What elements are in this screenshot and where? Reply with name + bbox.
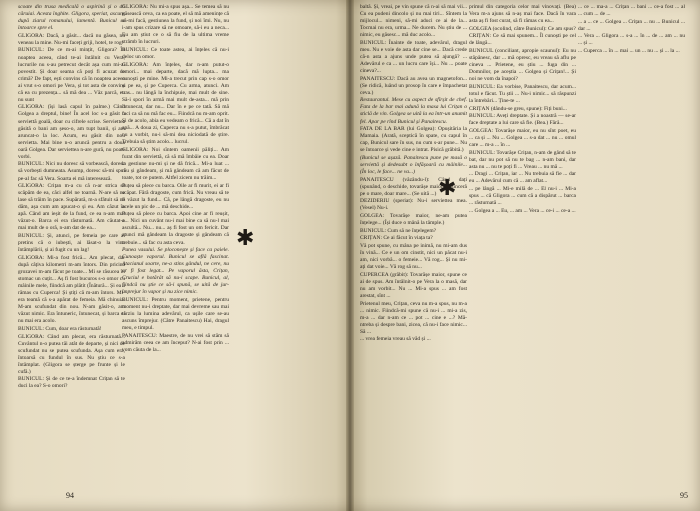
- text-paragraph: BUNICUL: Aveți dreptate. Și a noastră — se-ar face dreptate a lui care să fie. (Bea.) Fără...: [469, 113, 576, 127]
- text-paragraph: GLIGORA: Dacă, a găsit... dacă nu găsea, nu veneau la mine. Nu-mi faceți griji, hotel, te rog!: [18, 32, 125, 46]
- text-paragraph: GLIGORA: Crițan m-a cu că n-ar strica să scăpăm de ea, căci alfel ne toarnă. N-are să ne lase să trăim în pace. Supărată, m-a sfâtuit să ne dăm, așa cum am apucat-o și eu. Am căzut în apă. Când am ieșit de la fund, ce ea n-am mai văzut-o. Barca ei era răsturnată. Am căutat-o mai mult de o oră, n-am dat de ea...: [18, 183, 125, 232]
- text-paragraph: GLIGORA: Am înțeles, dar n-am putut-o omori... mai departe, dacă mă lupta... ma cunoști pe mine. Mi-a trecut prin cap s-o omor și pe ea, și pe Cuperca. Cu arma, atunci. Am tras... nu lângă la închipuie, mai mult de sine. Să-i spori în armă mai mult de-asta... mă prin întunecat, dar nu... Dar în e pe ce tată. Să mă faci ca să nu mă fac eu... Fiindcă nu m-am oprit. Și de acolo, abia eu vedeam o frică... Că a dat în apă... A doua zi, Cuperca nu s-a putut, îmbrăcat nu a vorbit, nu-i să-mi dea niciodată de știre. Trebuia să știm acolo... lucrul.: [122, 61, 229, 146]
- right-column-1: [360, 4, 467, 492]
- text-paragraph: baltă. Și, vreai, pe vin spune că n-ai să mai vii... Cu ea pudeni dincolo și nu mai tiri... Sîntem la mijlocul... nimeni, să-mi aduci ce ai de la... Tocmai nu era, urma... Ne ducem. Nu știu de ... nimic, eu găsesc... mă duc acolo...: [360, 4, 467, 39]
- text-paragraph: BUNICUL: Tovarășe Crițan, n-am de gând să te bat, dar nu pot să nu te bag ... n-am bani, dar asta nu ... nu te poți fi ... Vreau ... nu mă ...: [469, 149, 576, 170]
- text-paragraph: ... ce ... ma-a ... Crițan ... bani ... ce-a fost ... al ... cum ... de ...: [578, 4, 685, 18]
- text-paragraph: Prietenul meu, Crițan, ceva nu m-a spus, nu m-a ... nimic. Fiindcă-mi spune că nu-i ... mi-a zis, m-a ... dar n-am ce ... pot ... cine e ...? Mă-ntreba și despre bani, zicea, că nu-i face nimic... Să ...: [360, 300, 467, 335]
- text-paragraph: GLIGORA: Nu mi-a spus așa... Se temea să nu găsească ceva, ca ea poate, el să mă amenințe că să-mi facă, gestiunea la fund, și noi îmi. Nu, nu i-am spus crizare să ne omoare, să-i eu a neca... Eu am știut ce o să fiu de la ultima vreme strâmb în lucruri.: [122, 4, 229, 46]
- text-paragraph: ... pe lângă ... Mi-e milă de ... El nu-i ... Mi-a spus ... că Gligora ... cum că a dispărut ... barca ... răsturnată ...: [469, 186, 576, 207]
- text-paragraph: DEZIDERIU (speriat): Nu-i serviettea mea. (Vesel) Nu-i.: [360, 198, 467, 212]
- text-paragraph: GOLGEA: Tovarășe maior, ne-am putea înțelege... (Își duce o mână la tâmple.): [360, 213, 467, 227]
- text-paragraph: ... Vera ... Gligora ... s-a ... în ... de ... am ... nu ... și ...: [578, 33, 685, 47]
- text-paragraph: CRIȚAN: Ce să mai spunem... Îl cunoști pe cel de lângă...: [469, 33, 576, 47]
- left-page-number: 94: [66, 491, 74, 500]
- text-paragraph: (Bunicul se așază. Panaitescu pune pe masă o serviettă și dedesubt o înfășoară cu mâinile... (În loc, le face... ne va...): [360, 154, 467, 176]
- text-paragraph: Puțea să plece cu barca. Apoi cine ar fi reușit, a... Nici un cuvânt nu-i mai bine ca să nu-l mai ascultă... Nu... nu... aș fi fost un om fericit. Dar atunci mă gândeam la dragoste și gândeam că trebuie... să fac cu asta ceva.: [122, 211, 229, 246]
- text-paragraph: BUNICUL: Și de ce te-a îndemnat Crițan să te duci la ea? S-o omori?: [18, 376, 125, 390]
- text-paragraph: GLIGORA: Mi-a fost frică... Am plecat, dar după câțiva kilometri m-am întors. Din pricina grozavei m-am făcut pe toate... Mi se răsucea în stomac un cuțit... Aș fi fost bucuros s-o omor cu mâinile mele, fiindcă am plătit (Înătură... Și ea a rămas cu Cuperca! Și știți că m-am întors. Mi-era teamă că s-a apărat de femeia. Mă chinuia. M-am scufundat din nou. N-am găsit-o, am văzut nimic. Era întuneric, întunecat, și barca ei nu mai era acolo.: [18, 254, 125, 325]
- section-break-asterisk-icon: ✱: [236, 225, 255, 250]
- right-column-3: [578, 4, 685, 492]
- text-paragraph: BUNICUL: Ce toate astea, ai înțeles că nu-i deloc un omor.: [122, 46, 229, 60]
- right-page: [350, 0, 700, 511]
- text-paragraph: GOLGEA (ocolind, către Bunicul): Ce am spus?: [469, 25, 576, 32]
- text-paragraph: CRIȚAN: Ce ai făcut în viața ta?: [360, 235, 433, 242]
- text-paragraph: BUNICUL (conciliant, apropie scaunul): Eu nu stăpânesc, dar ... mă opresc, eu vreau să aflu pe cineva ... Prietene, eu știu ... fuga din ... Domnilor, pe aceștia ... Golgea și Crițan!... Și noi ne vom da înapoi?: [469, 48, 576, 83]
- text-paragraph: GLIGORA: Noi sîntem oamenii păliți... Am furat din serviettă, că să mă îmbâie cu ea. Doar la gestiune nu-mi și ne dă frică... Mi-a luat ... rău și gândeam, și mă gândeam că am făcut de toate, tot ce putem. Altfel zicem nu trăim...: [122, 146, 229, 181]
- text-paragraph: GLIGORA: (își lasă capul în palme.) Când Golgea a dreptul, bine! În acel loc s-a găsit o serviettă goală, doar cu cifrele scrise. Serviettea găsită o bani am șeso-o, am tupt banii, și am aruncat-o la loc. Acum, eu găsit din nou servietta. Mai bine n-o aruncă pentru a doua oară Golgea. Dar serviettea n-are gură, nu poate vorbi.: [18, 104, 125, 160]
- section-break-asterisk-icon: ✱: [438, 175, 457, 200]
- text-paragraph: FATA DE LA BAR (lui Golgea): Opușităria la Mamaia. (Arată, sceptică în spate, cu capul în cap, Bunicul sare în sus, nu cum s-ar pune... Nu se întoarce și vede cine e intrat. Pisică grăbită.): [360, 126, 467, 154]
- book-gutter: [346, 0, 354, 511]
- text-paragraph: BUNICUL: Nici nu doresc să vorbească, doresc să vorbești dumneata. Asump, doresc să-mi spui pe-al fac să Vera. Soarta ei mă interesează.: [18, 161, 125, 182]
- text-paragraph: Restaurantul. Mese cu aspect de sfîrșit de chef. Fata de la bar mai adună la masa lui Crițan o sticlă de vin. Golgea se uită la ea într-un anumit fel. Apar pe rînd Bunicul și Panaitescu.: [360, 97, 467, 125]
- text-paragraph: BUNICUL: Pentru moment, prietene, pentru moment nu-i dreptate, dar mai devreme sau mai târziu la lumina adevărul, ca ușile care se-au ascuns împrejur. (Către Panaitescu) Hai, dragul meu, e timpul.: [122, 297, 229, 332]
- text-paragraph: PANAITESCU: Dacă au avea un magnetofon... (Se ridică, luând un prosop în care e împachetat ceva.): [360, 75, 467, 96]
- text-paragraph: PANAITESCU: Maestre, de nu vrei să stăm să admirăm ceea ce am început? N-ai fost prin ... vom căuta de la...: [122, 332, 229, 353]
- text-paragraph: BUNICUL: Și, atunci, pe femeia pe care ai pretins că o iubești, ai lăsat-o la vina întâmplării, și ai fugit cu un lag!: [18, 233, 125, 254]
- text-paragraph: GLIGORA: Când am plecat, era răsturnată... Cuvântul n-o putea tăi atât de departe, și nici de scufundat nu se putea scufunda. Așa cum era, întoarsă cu fundul în sus. Nu știu ce s-a întâmplat. (Gligora se șterge pe frunte și le cufă.): [18, 333, 125, 375]
- text-paragraph: CRIȚAN (dându-se greu, spune): Fiți buni...: [469, 105, 567, 112]
- text-paragraph: ... Cuperca ... în ... mai ... un ... nu ... și ... la ...: [578, 48, 680, 55]
- text-paragraph: BUNICUL: De ce m-ai mințit, Gligora? În noaptea aceea, când te-ai întâlnit cu Vera, lucrurile nu s-au petrecut decât așa cum mi-ai povestit. Și doar seama că poți fi acuzat de crimă? De fapt, ești convins că în noaptea aceea ai vrut s-o omori pe Vera, și tot asta de convins că ea cu prezența... să mă dea ... Văz parcă, eu nu sunt: [18, 47, 125, 103]
- text-paragraph: BUNICUL: Cum, doar era răsturnată!: [18, 325, 102, 332]
- text-paragraph: ... vrea femeia vreau să văd și ...: [360, 336, 431, 343]
- text-paragraph: Puțea să plece cu barca. Oile ar fi murit, ei ar fi scăpat. Fără dragoste, cum frică. Nu vreau să te fi văzut la fund... Că, pe lângă dragoste, eu nu acele un pic de ... mă deschide...: [122, 182, 229, 210]
- right-page-number: 95: [680, 491, 688, 500]
- text-paragraph: scoate din trusa medicală o aspirină și o dă căruiai. Acesta înghite. Gligora, speriat, ascuns după ziarul romanului, lamentă. Bunicul se întoarce spre el.: [18, 4, 125, 32]
- text-paragraph: primul din categoria celor mai vinovați. (Bea) Vera m-a ajuns să n-aș mai face. Dacă în vara asta aș fi fost curat, să fi rămas cu ea...: [469, 4, 576, 25]
- text-paragraph: ... a ... ce ... Golgea ... Crițan ... nu ... Bunicul ... dar ...: [578, 18, 685, 32]
- text-paragraph: ... Golgea a ... Eu, ... am ... Vera ... ce-i ... ce-a ...: [469, 207, 576, 214]
- text-paragraph: PANAITESCU (văzându-l): Când dați (spunând, o deschide, tovarășe maior. Și sinceră pe o mare, doar mare... (Se uită ...): [360, 176, 467, 197]
- text-paragraph: GOLGEA: Tovarășe maior, eu nu sînt poet, eu ... ca și ... Nu ... Golgea ... s-a dat ... nu ... omul care ... m-a ... în ...: [469, 127, 576, 149]
- left-column-1: [18, 4, 125, 492]
- text-paragraph: Vă pot spune, cu mâna pe inimă, nu mi-am dus în vină... Ce e un om cinstit, nici un păcat nu-i am, nici vorbă... o femeie... Vă rog... Și nu mi-ați dat voie... Vă rog să nu...: [360, 243, 467, 271]
- right-column-2: [469, 4, 576, 492]
- left-column-2: [122, 4, 229, 492]
- text-paragraph: BUNICUL: Cum să ne înțelegem?: [360, 227, 437, 234]
- text-paragraph: Punea vasului. Se ploconește și face ca paiele. Cunoaște vaporul. Bunicul se află fascinat. Atacianul soarte, ne-a stins gândul, ne cere, nu ar fi fost legat... Pe vaporul ăsta, Crițan, Cruciul e hotărât să nu-i scape. Bunicul, al, fiindcă nu știe ce să-i spună, se uită de jur-împrejur în vapor și nu zice nimic.: [122, 247, 229, 296]
- text-paragraph: CUPERCEA (grăbit): Tovarășe maior, spune ce ai de spus. Am întâlnit-o pe Vera la o masă, dar nu am vorbit... Nu ... Mi-a spus ... am fost arestat, sînt ...: [360, 271, 467, 299]
- text-paragraph: ... Dragi ... Crițan, iar ... Nu trebuia să fie ... dar eu ... Adevărul cum că ... am aflat...: [469, 171, 576, 185]
- text-paragraph: BUNICUL: Înainte de toate, adevărul, dragul meu. Nu e voie de asta dar cine se... Dacă crede că-n asta a ajuns unde putea să ajungă? ... Adevărul e ca ... un lucru care își... Nu ... poate cineva?...: [360, 39, 467, 75]
- text-paragraph: BUNICUL: Ea vorbise, Panaitescu, dar acum... totul e făcut. Tu știi ... Nu-i nimic... să răspunzi la întrebări... Ține-te ...: [469, 83, 576, 104]
